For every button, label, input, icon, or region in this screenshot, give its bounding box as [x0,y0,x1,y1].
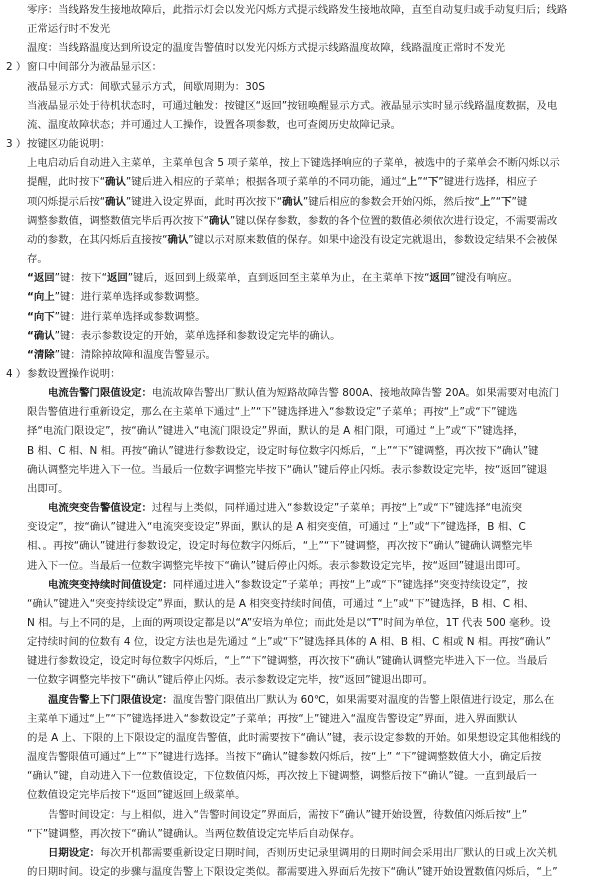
section-3-heading [6,135,598,154]
text-line: “确认”键，自动进入下一位数值设定，下位数值闪烁，再次按上下键调整，调整后按下“确认”键。一直到最后一 [27,770,537,783]
text-line: 一位数字调整完毕按下“确认”键后停止闪烁。表示参数设定完毕，按“返回”键退出即可。 [27,674,433,687]
text-line: 正常运行时不发光 [27,23,111,36]
section-number: 3 ） [6,138,27,151]
text-line: 择“电流门限设定”，按“确认”键进入“电流门限设定”界面，默认的是 A 相门限，可通过 “上”或“下”键选择， [27,425,524,438]
text-line: 进入下一位。当最后一位数字调整完毕按下“确认”键后停止闪烁。表示参数设定完毕，按“返回”键退出即可。 [27,559,527,572]
paragraph-date-setting: 日期设定：每次开机都需要重新设定日期时间，否则历史记录里调用的日期时间会采用出厂默认的日或上次关机 [48,846,558,859]
section-number: 4 ） [6,367,27,380]
text-line: 确认调整完毕进入下一位。当最后一位数字调整完毕按下“确认”键后停止闪烁。表示参数设定完毕，按“返回”键退 [27,463,548,476]
text-line: 的日期时间。设定的步骤与温度告警上下限设定类似。都需要进入界面后先按下“确认”键开始设置数值闪烁后，“上” [27,866,558,879]
text-line: 温度告警限值可通过“上”“下”键进行选择。当按下“确认”键参数闪烁后，按“上” “下”键调整数值大小，确定后按 [27,751,542,764]
text-line: 当液晶显示处于待机状态时，可通过触发：按键区“返回”按钮唤醒显示方式。液晶显示实时显示线路温度数据，及电 [27,99,558,112]
text-line: 相、。再按“确认”键进行参数设定，设定时每位数字闪烁后，“上”“下”键调整，再次按下“确认”键确认调整完毕 [27,540,533,553]
text-line: 键进行参数设定，设定时每位数字闪烁后，“上”“下”键调整，再次按下“确认”键确认调整完毕进入下一位。当最后 [27,655,548,668]
text-line: 主菜单下通过“上”“下”键选择进入“参数设定”子菜单；再按“上”键进入“温度告警设定”界面，进入界面默认 [27,712,518,725]
text-line: “确认”键进入“突变持续设定”界面，默认的是 A 相突变持续时间值，可通过 “上”或“下”键选择，B 相、C 相、 [27,597,535,610]
text-line: 液晶显示方式：间歇式显示方式，间歇周期为：30S [27,80,266,93]
key-return-description: “返回”键：按下“返回”键后，返回到上级菜单，直到返回至主菜单为止，在主菜单下按“返回”键没有响应。 [27,272,518,285]
paragraph-temperature-threshold: 温度告警上下门限值设定：温度告警门限值出厂默认为 60℃，如果需要对温度的告警上限值进行设定，那么在 [48,693,555,706]
section-title: 按键区功能说明： [27,138,111,151]
text-line: 零序：当线路发生接地故障后，此指示灯会以发光闪烁方式提示线路发生接地故障，直至自动复归或手动复归后；线路 [27,4,568,16]
text-line: 存。 [27,253,48,266]
text-line: 调整参数值，调整数值完毕后再次按下“确认”键以保存参数，参数的各个位置的数值必须依次进行设定，不需要需改 [27,214,558,227]
text-line: 流、温度故障状态；并可通过人工操作，设置各项参数，也可查阅历史故障记录。 [27,118,402,131]
section-title: 参数设置操作说明： [27,367,121,380]
section-number: 2 ） [6,61,27,74]
text-line: 定持续时间的位数有 4 位，设定方法也是先通过 “上”或“下”键选择具体的 A 相、B 相、C 相或 N 相。再按“确认” [27,636,551,649]
paragraph-current-surge: 电流突变告警值设定：过程与上类似，同样通过进入“参数设定”子菜单；再按“上”或“下”键选择“电流突 [48,502,523,515]
text-line: 出即可。 [27,482,69,495]
text-line: 上电启动后自动进入主菜单，主菜单包含 5 项子菜单，按上下键选择响应的子菜单，被选中的子菜单会不断闪烁以示 [27,157,560,170]
paragraph-alarm-time: 告警时间设定：与上相似，进入“告警时间设定”界面后，需按下“确认”键开始设置，待数值闪烁后按“上” [48,808,528,821]
text-line: 提醒，此时按下“确认”键后进入相应的子菜单；根据各项子菜单的不同功能，通过“上”“下”键进行选择，相应子 [27,176,538,189]
text-line: 项闪烁提示后按“确认”键进入设定界面，此时再次按下“确认”键后相应的参数会开始闪烁，然后按“上”“下”键 [27,195,528,208]
text-line: N 相。与上不同的是，上面的两项设定都是以“A”安培为单位；而此处是以“T”时间为单位，1T 代表 500 毫秒。设 [27,617,551,629]
text-line: B 相、C 相、N 相。再按“确认”键进行参数设定，设定时每位数字闪烁后，“上”“下”键调整，再次按下“确认”键 [27,444,539,457]
text-line: 变设定”，按“确认”键进入“电流突变设定”界面，默认的是 A 相突变值，可通过 “上”或“下”键选择，B 相、C [27,521,526,534]
text-line: 限告警值进行重新设定，那么在主菜单下通过“上”“下”键选择进入“参数设定”子菜单；再按“上”或“下”键选 [27,406,518,419]
key-confirm-description: “确认”键：表示参数设定的开始，菜单选择和参数设定完毕的确认。 [27,329,341,342]
key-down-description: “向下”键：进行菜单选择或参数调整。 [27,310,206,323]
text-line: 动的参数，在其闪烁后直接按“确认”键以示对原来数值的保存。如果中途没有设定完就退出，参数设定结果不会被保 [27,233,558,246]
section-4-heading [6,365,598,384]
section-title: 窗口中间部分为液晶显示区： [27,61,163,74]
section-2-heading [6,58,598,77]
text-line: 温度：当线路温度达到所设定的温度告警值时以发光闪烁方式提示线路温度故障，线路温度正常时不发光 [27,42,505,55]
paragraph-surge-duration: 电流突变持续时间值设定：同样通过进入“参数设定”子菜单；再按“上”或“下”键选择“突变持续设定”，按 [48,578,528,591]
key-clear-description: “清除”键：清除掉故障和温度告警显示。 [27,348,216,361]
paragraph-current-threshold: 电流告警门限值设定：电流故障告警出厂默认值为短路故障告警 800A、接地故障告警 20A。如果需要对电流门 [48,387,560,400]
text-line: 位数值设定完毕后按下“返回”键返回上级菜单。 [27,789,246,802]
text-line: 的是 A 上、下限的上下限设定的温度告警值，此时需要按下“确认”键，表示设定参数的开始。如果想设定其他相线的 [27,731,561,744]
key-up-description: “向上”键：进行菜单选择或参数调整。 [27,291,206,304]
text-line: “下”键调整，再次按下“确认”键确认。当两位数值设定完毕后自动保存。 [27,827,361,840]
